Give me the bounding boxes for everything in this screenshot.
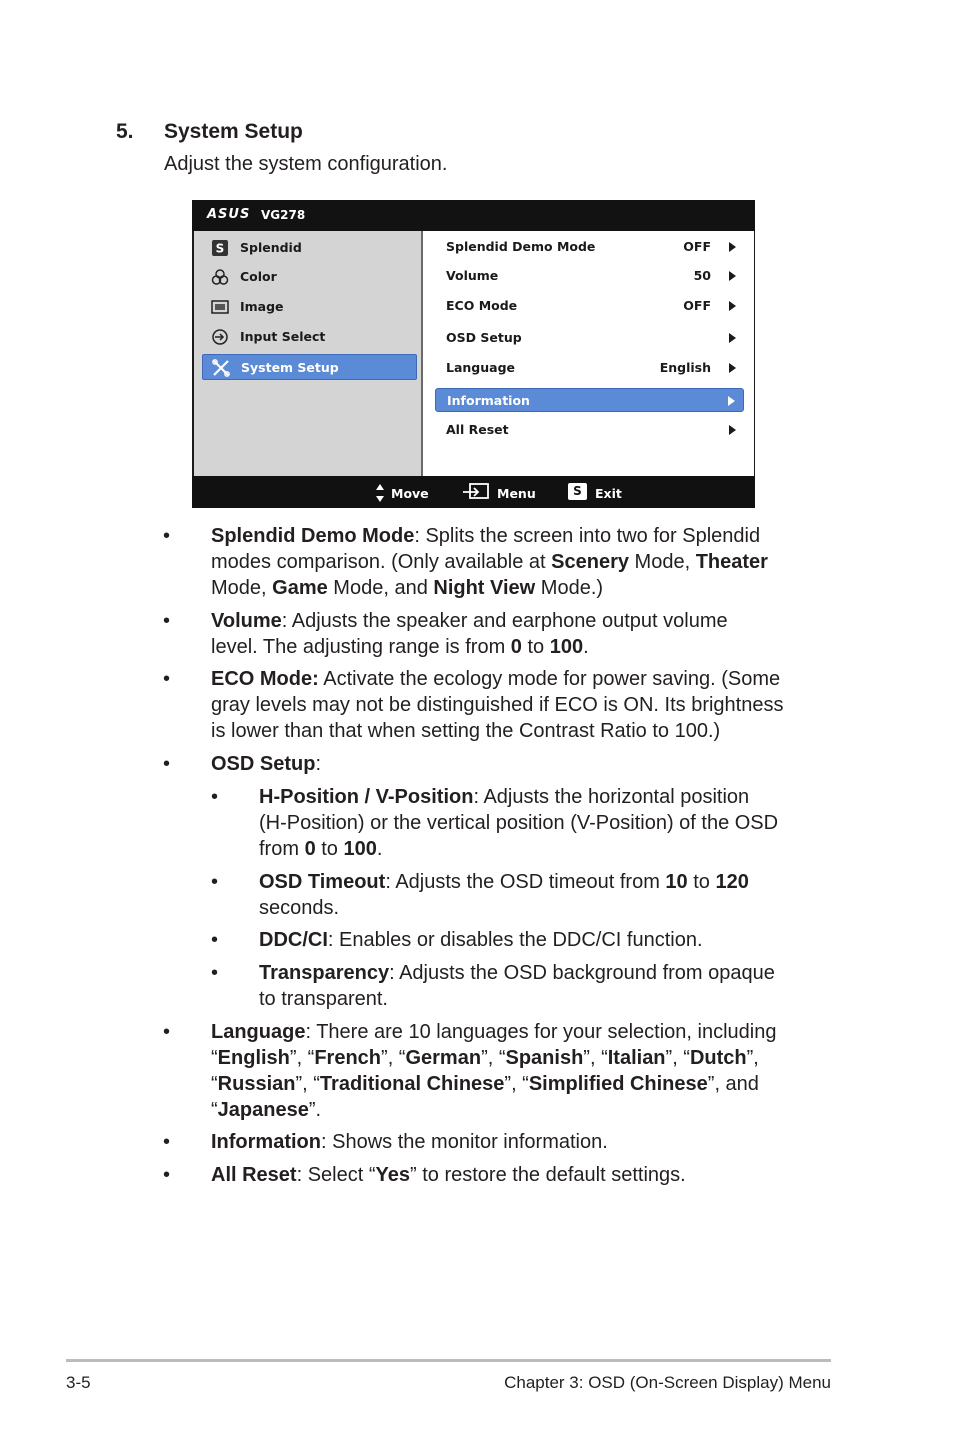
arrow-right-icon bbox=[728, 396, 735, 406]
arrow-right-icon bbox=[729, 242, 736, 252]
osd-submenu-item-eco-mode[interactable] bbox=[435, 294, 744, 318]
osd-submenu-item-osd-setup[interactable] bbox=[435, 326, 744, 350]
term: Dutch bbox=[689, 1047, 747, 1069]
term: OSD Setup bbox=[211, 753, 316, 775]
text: ”, “ bbox=[583, 1047, 608, 1069]
osd-menu-item-splendid[interactable] bbox=[202, 235, 417, 261]
text: to bbox=[521, 636, 550, 658]
osd-submenu-label: ECO Mode bbox=[446, 298, 518, 313]
bullet-splendid-demo-mode bbox=[211, 523, 768, 601]
move-up-down-icon bbox=[375, 483, 385, 503]
text: ”, and bbox=[707, 1073, 759, 1095]
text: “ bbox=[211, 1099, 218, 1121]
text: : Splits the screen into two for Splendid bbox=[414, 525, 761, 547]
term: DDC/CI bbox=[259, 929, 328, 951]
text: : Adjusts the horizontal position bbox=[473, 786, 750, 808]
text: . bbox=[376, 838, 383, 860]
text: is lower than that when setting the Contrast Ratio to 100.) bbox=[211, 720, 721, 742]
bullet-marker: • bbox=[163, 610, 171, 632]
text: : Adjusts the OSD background from opaque bbox=[389, 962, 775, 984]
bullet-information bbox=[211, 1129, 608, 1155]
term: Splendid Demo Mode bbox=[211, 525, 415, 547]
text: “ bbox=[211, 1073, 218, 1095]
text: ”, “ bbox=[665, 1047, 690, 1069]
term: 100 bbox=[343, 838, 377, 860]
term: German bbox=[405, 1047, 482, 1069]
term: 120 bbox=[715, 871, 749, 893]
text: gray levels may not be distinguished if ECO is ON. Its brightness bbox=[211, 694, 784, 716]
text: seconds. bbox=[259, 897, 340, 919]
term: Japanese bbox=[217, 1099, 309, 1121]
term: Russian bbox=[217, 1073, 296, 1095]
text: Mode.) bbox=[535, 577, 604, 599]
section-title: System Setup bbox=[164, 120, 303, 143]
osd-submenu-label: Information bbox=[447, 393, 530, 408]
term: 10 bbox=[665, 871, 688, 893]
text: Mode, bbox=[211, 577, 273, 599]
sub-bullet-h-v-position bbox=[259, 784, 778, 862]
osd-submenu-item-all-reset[interactable] bbox=[435, 418, 744, 442]
bullet-marker: • bbox=[163, 1021, 171, 1043]
osd-submenu-item-language[interactable] bbox=[435, 356, 744, 380]
sub-bullet-marker: • bbox=[211, 962, 219, 984]
term: OSD Timeout bbox=[259, 871, 386, 893]
osd-menu-item-color[interactable] bbox=[202, 264, 417, 290]
osd-submenu-value: OFF bbox=[683, 298, 711, 313]
text: ”, “ bbox=[481, 1047, 506, 1069]
osd-model: VG278 bbox=[261, 208, 306, 222]
term: 100 bbox=[549, 636, 584, 658]
splendid-s-icon bbox=[211, 239, 229, 257]
sub-bullet-marker: • bbox=[211, 786, 219, 808]
osd-submenu bbox=[423, 231, 754, 476]
text: ”, “ bbox=[381, 1047, 406, 1069]
term: Scenery bbox=[551, 551, 629, 573]
text: level. The adjusting range is from bbox=[211, 636, 511, 658]
osd-submenu-value: English bbox=[659, 360, 711, 375]
osd-menu-item-image[interactable] bbox=[202, 294, 417, 320]
svg-text:S: S bbox=[215, 241, 225, 256]
arrow-right-icon bbox=[729, 301, 736, 311]
bullet-language bbox=[211, 1019, 777, 1123]
menu-enter-icon bbox=[462, 483, 490, 501]
sub-bullet-transparency bbox=[259, 960, 775, 1012]
term: Simplified Chinese bbox=[528, 1073, 708, 1095]
term: French bbox=[314, 1047, 382, 1069]
text: to bbox=[315, 838, 344, 860]
image-icon bbox=[211, 298, 229, 316]
term: 0 bbox=[304, 838, 316, 860]
osd-submenu-value: OFF bbox=[683, 239, 711, 254]
section-number: 5. bbox=[116, 120, 134, 143]
hint-move: Move bbox=[391, 486, 429, 501]
term: Transparency bbox=[259, 962, 390, 984]
text: to transparent. bbox=[259, 988, 388, 1010]
chapter-title: Chapter 3: OSD (On-Screen Display) Menu bbox=[504, 1373, 831, 1392]
bullet-marker: • bbox=[163, 1131, 171, 1153]
osd-screenshot bbox=[192, 200, 755, 508]
term: All Reset bbox=[211, 1164, 297, 1186]
text: Mode, bbox=[629, 551, 696, 573]
term: Italian bbox=[607, 1047, 666, 1069]
arrow-right-icon bbox=[729, 271, 736, 281]
bullet-eco-mode bbox=[211, 666, 783, 744]
text: ” to restore the default settings. bbox=[410, 1164, 686, 1186]
footer-rule bbox=[66, 1359, 831, 1362]
arrow-right-icon bbox=[729, 425, 736, 435]
term: Game bbox=[272, 577, 328, 599]
bullet-marker: • bbox=[163, 668, 171, 690]
text: : There are 10 languages for your selection, including bbox=[305, 1021, 777, 1043]
term: Language bbox=[211, 1021, 306, 1043]
text: ”, “ bbox=[295, 1073, 320, 1095]
text: Mode, and bbox=[327, 577, 434, 599]
term: Traditional Chinese bbox=[319, 1073, 505, 1095]
text: from bbox=[259, 838, 305, 860]
system-setup-tools-icon bbox=[212, 359, 230, 377]
osd-main-menu bbox=[194, 231, 421, 476]
text: : bbox=[315, 753, 322, 775]
bullet-marker: • bbox=[163, 753, 171, 775]
osd-submenu-item-splendid-demo-mode[interactable] bbox=[435, 235, 744, 259]
osd-hint-bar bbox=[192, 476, 755, 508]
text: ”, “ bbox=[504, 1073, 529, 1095]
page-number: 3-5 bbox=[66, 1373, 91, 1392]
osd-menu-item-system-setup[interactable] bbox=[202, 354, 417, 380]
text: ”, bbox=[746, 1047, 759, 1069]
text: (H-Position) or the vertical position (V-Position) of the OSD bbox=[259, 812, 779, 834]
osd-submenu-label: Language bbox=[446, 360, 516, 375]
bullet-marker: • bbox=[163, 525, 171, 547]
osd-menu-label: System Setup bbox=[241, 360, 339, 375]
text: : Shows the monitor information. bbox=[321, 1131, 608, 1153]
osd-submenu-label: OSD Setup bbox=[446, 330, 522, 345]
osd-submenu-value: 50 bbox=[693, 268, 711, 283]
osd-menu-label: Input Select bbox=[240, 329, 326, 344]
text: “ bbox=[211, 1047, 218, 1069]
sub-bullet-marker: • bbox=[211, 871, 219, 893]
osd-menu-label: Color bbox=[240, 269, 277, 284]
term: Volume bbox=[211, 610, 282, 632]
exit-key-icon: S bbox=[568, 483, 587, 500]
osd-menu-label: Splendid bbox=[240, 240, 302, 255]
text: : Enables or disables the DDC/CI function. bbox=[327, 929, 703, 951]
term: Night View bbox=[433, 577, 536, 599]
bullet-all-reset bbox=[211, 1162, 686, 1188]
term: H-Position / V-Position bbox=[259, 786, 474, 808]
osd-submenu-item-volume[interactable] bbox=[435, 264, 744, 288]
term: 0 bbox=[510, 636, 522, 658]
arrow-right-icon bbox=[729, 333, 736, 343]
color-icon bbox=[211, 268, 229, 286]
osd-submenu-label: All Reset bbox=[446, 422, 509, 437]
term: Spanish bbox=[505, 1047, 584, 1069]
section-description: Adjust the system configuration. bbox=[164, 153, 448, 175]
bullet-marker: • bbox=[163, 1164, 171, 1186]
text: to bbox=[687, 871, 716, 893]
hint-exit: Exit bbox=[595, 486, 622, 501]
bullet-volume bbox=[211, 608, 728, 660]
osd-submenu-item-information[interactable] bbox=[435, 388, 744, 412]
text: modes comparison. (Only available at bbox=[211, 551, 552, 573]
text: ”, “ bbox=[289, 1047, 315, 1069]
osd-menu-label: Image bbox=[240, 299, 284, 314]
text: ”. bbox=[308, 1099, 322, 1121]
osd-title-bar bbox=[192, 200, 755, 231]
osd-submenu-label: Volume bbox=[446, 268, 499, 283]
sub-bullet-ddc-ci bbox=[259, 927, 703, 953]
osd-menu-item-input-select[interactable] bbox=[202, 324, 417, 350]
arrow-right-icon bbox=[729, 363, 736, 373]
osd-submenu-label: Splendid Demo Mode bbox=[446, 239, 596, 254]
term: Information bbox=[211, 1131, 321, 1153]
bullet-osd-setup bbox=[211, 751, 321, 777]
input-select-icon bbox=[211, 328, 229, 346]
asus-logo: ASUS bbox=[207, 207, 251, 222]
text: : Adjusts the speaker and earphone output volume bbox=[281, 610, 728, 632]
term: Theater bbox=[695, 551, 768, 573]
hint-menu: Menu bbox=[497, 486, 536, 501]
sub-bullet-osd-timeout bbox=[259, 869, 749, 921]
text: . bbox=[583, 636, 589, 658]
term: ECO Mode: bbox=[211, 668, 319, 690]
text: Activate the ecology mode for power saving. (Some bbox=[318, 668, 781, 690]
term: Yes bbox=[375, 1164, 410, 1186]
text: : Select “ bbox=[296, 1164, 376, 1186]
text: : Adjusts the OSD timeout from bbox=[385, 871, 666, 893]
term: English bbox=[217, 1047, 290, 1069]
sub-bullet-marker: • bbox=[211, 929, 219, 951]
